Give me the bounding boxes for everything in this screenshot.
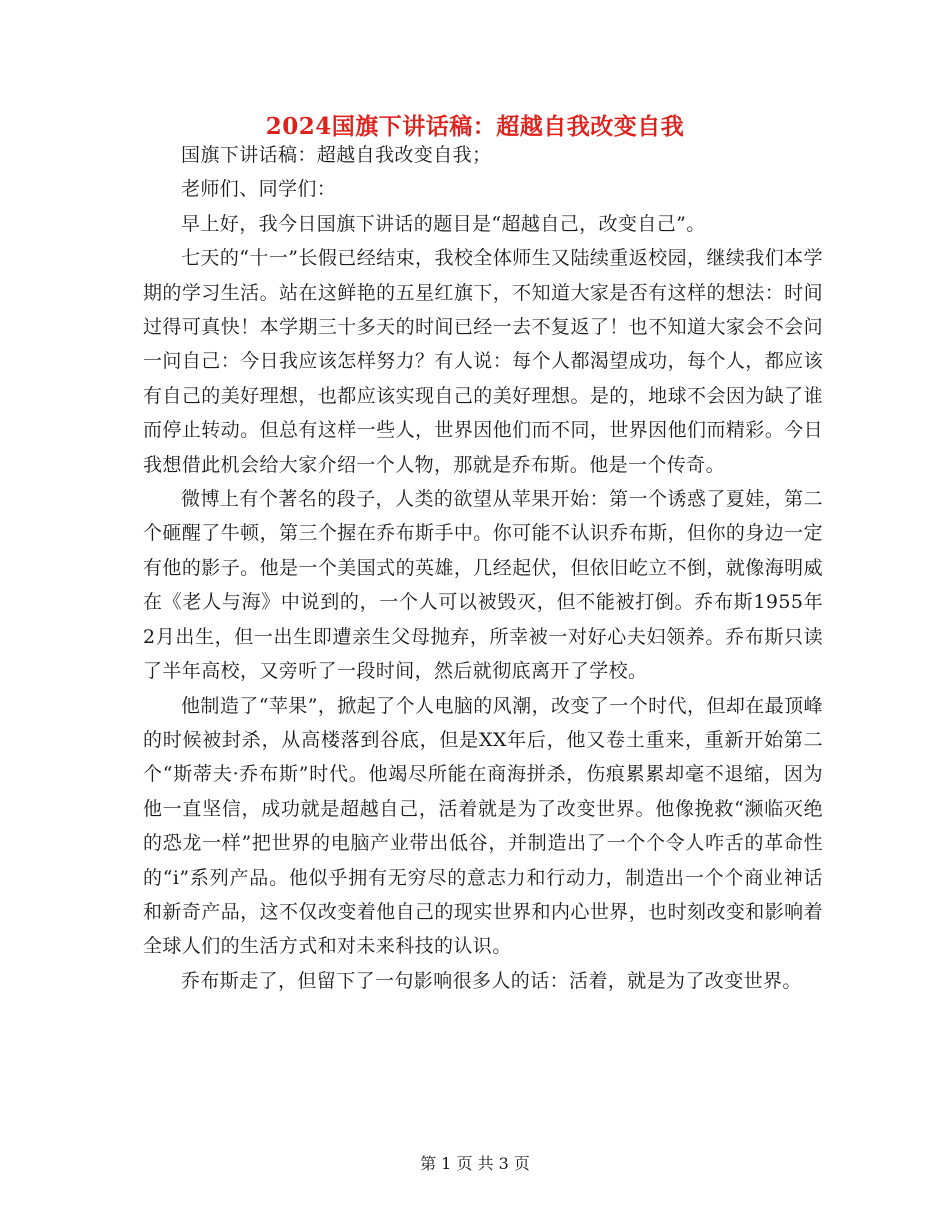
paragraph-holiday: 七天的“十一”长假已经结束，我校全体师生又陆续重返校园，继续我们本学期的学习生活。站在这鲜艳的五星红旗下，不知道大家是否有这样的想法：时间过得可真快！本学期三十多天的时间已经一去不复返了！也不知道大家会不会问一问自己：今日我应该怎样努力？有人说：每个人都渴望成功，每个人，都应该有自己的美好理想，也都应该实现自己的美好理想。是的，地球不会因为缺了谁而停止转动。但总有这样一些人，世界因他们而不同，世界因他们而精彩。今日我想借此机会给大家介绍一个人物，那就是乔布斯。他是一个传奇。 bbox=[143, 247, 823, 476]
paragraph-weibo: 微博上有个著名的段子，人类的欲望从苹果开始：第一个诱惑了夏娃，第二个砸醒了牛顿，第三个握在乔布斯手中。你可能不认识乔布斯，但你的身边一定有他的影子。他是一个美国式的英雄，几经起伏，但依旧屹立不倒，就像海明威在《老人与海》中说到的，一个人可以被毁灭，但不能被打倒。乔布斯1955年2月出生，但一出生即遭亲生父母抛弃，所幸被一对好心夫妇领养。乔布斯只读了半年高校，又旁听了一段时间，然后就彻底离开了学校。 bbox=[143, 488, 823, 683]
paragraph-salutation: 老师们、同学们： bbox=[181, 178, 337, 201]
paragraph-greeting: 早上好，我今日国旗下讲话的题目是“超越自己，改变自己”。 bbox=[181, 212, 706, 235]
document-title: 2024国旗下讲话稿：超越自我改变自我 bbox=[265, 113, 685, 140]
paragraph-apple: 他制造了“苹果”，掀起了个人电脑的风潮，改变了一个时代，但却在最顶峰的时候被封杀，从高楼落到谷底，但是XX年后，他又卷土重来，重新开始第二个“斯蒂夫·乔布斯”时代。他竭尽所能在商海拼杀，伤痕累累却毫不退缩，因为他一直坚信，成功就是超越自己，活着就是为了改变世界。他像挽救“濒临灭绝的恐龙一样”把世界的电脑产业带出低谷，并制造出了一个个令人咋舌的革命性的“i”系列产品。他似乎拥有无穷尽的意志力和行动力，制造出一个个商业神话和新奇产品，这不仅改变着他自己的现实世界和内心世界，也时刻改变和影响着全球人们的生活方式和对未来科技的认识。 bbox=[143, 694, 823, 958]
paragraph-closing: 乔布斯走了，但留下了一句影响很多人的话：活着，就是为了改变世界。 bbox=[181, 969, 802, 992]
document-body bbox=[143, 138, 823, 998]
paragraph-heading-line: 国旗下讲话稿：超越自我改变自我； bbox=[181, 144, 492, 166]
page-footer: 第 1 页 共 3 页 bbox=[420, 1154, 530, 1173]
